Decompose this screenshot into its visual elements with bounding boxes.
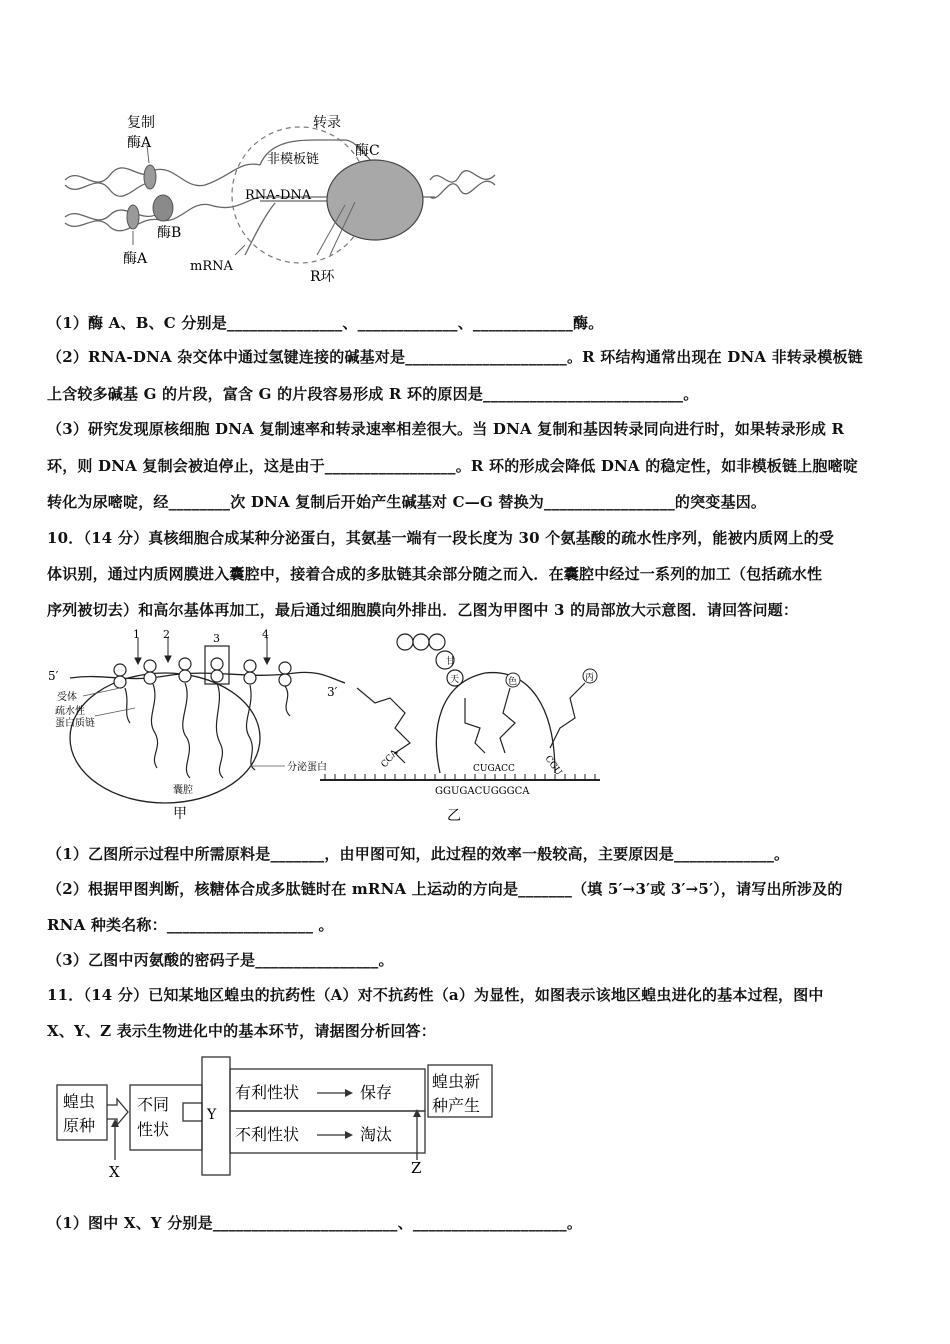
enzyme-b-label: 酶B xyxy=(157,225,182,241)
lumen-label: 囊腔 xyxy=(173,785,193,796)
trp-label: 色 xyxy=(508,677,518,687)
figure-yi-label: 乙 xyxy=(447,808,461,824)
original-species-label-1: 蝗虫 xyxy=(63,1092,96,1111)
unfavorable-traits-label: 不利性状 xyxy=(235,1125,300,1144)
z-label: Z xyxy=(411,1159,422,1177)
q9-line-5: 环，则 DNA 复制会被迫停止，这是由于_________________。R 环的形成会降低 DNA 的稳定性，如非模板链上胞嘧啶 xyxy=(47,457,858,475)
ala-label: 丙 xyxy=(585,673,595,683)
different-traits-label-2: 性状 xyxy=(137,1120,170,1139)
arrow-label-4: 4 xyxy=(262,628,269,641)
nontemplate-label: 非模板链 xyxy=(267,152,320,167)
protein-synthesis-figure xyxy=(45,628,605,826)
preserved-label: 保存 xyxy=(360,1083,393,1102)
box-label-3: 3 xyxy=(213,632,220,645)
q10-line-1: 10．（14 分）真核细胞合成某种分泌蛋白，其氨基一端有一段长度为 30 个氨基酸的疏水性序列，能被内质网上的受 xyxy=(47,529,834,547)
q9-line-4: （3）研究发现原核细胞 DNA 复制速率和转录速率相差很大。当 DNA 复制和基因转录同向进行时，如果转录形成 R xyxy=(47,420,845,438)
mrna-sequence-label: GGUGACUGGGCA xyxy=(435,786,530,797)
anticodon-cca-label: CCA xyxy=(379,747,401,770)
evolution-flow-figure xyxy=(55,1055,505,1180)
q10-answer-3: RNA 种类名称：___________________ 。 xyxy=(47,916,334,934)
q9-line-2: （2）RNA-DNA 杂交体中通过氢键连接的碱基对是_____________________。R 环结构通常出现在 DNA 非转录模板链 xyxy=(47,348,863,366)
q10-answer-1: （1）乙图所示过程中所需原料是_______，由甲图可知，此过程的效率一般较高，主要原因是_____________。 xyxy=(47,845,790,863)
gly-label: 甘 xyxy=(446,657,456,667)
q10-line-3: 序列被切去）和高尔基体再加工，最后通过细胞膜向外排出．乙图为甲图中 3 的局部放大示意图．请回答问题： xyxy=(47,601,799,619)
arrow-label-2: 2 xyxy=(163,628,170,641)
q9-line-6: 转化为尿嘧啶，经________次 DNA 复制后开始产生碱基对 C—G 替换为_________________的突变基因。 xyxy=(47,493,767,511)
mrna-label: mRNA xyxy=(190,259,233,274)
transcription-label: 转录 xyxy=(313,115,341,131)
q10-answer-4: （3）乙图中丙氨酸的密码子是________________。 xyxy=(47,951,394,969)
anticodon-cgu-label: CGU xyxy=(542,753,564,778)
q11-line-1: 11．（14 分）已知某地区蝗虫的抗药性（A）对不抗药性（a）为显性，如图表示该地区蝗虫进化的基本过程，图中 xyxy=(47,986,824,1004)
r-loop-label: R环 xyxy=(310,269,335,285)
secreted-protein-label: 分泌蛋白 xyxy=(287,762,327,773)
hydrophobic-label-1: 疏水性 xyxy=(55,706,85,717)
q10-line-2: 体识别，通过内质网膜进入囊腔中，接着合成的多肽链其余部分随之而入．在囊腔中经过一系列的加工（包括疏水性 xyxy=(47,565,823,583)
hydrophobic-label-2: 蛋白质链 xyxy=(55,718,95,729)
y-label: Y xyxy=(207,1107,217,1123)
receptor-label: 受体 xyxy=(57,692,77,703)
q9-line-3: 上含较多碱基 G 的片段，富含 G 的片段容易形成 R 环的原因是__________________________。 xyxy=(47,385,699,403)
eliminated-label: 淘汰 xyxy=(360,1125,393,1144)
original-species-label-2: 原种 xyxy=(63,1116,96,1135)
enzyme-c-label: 酶C xyxy=(355,143,380,159)
different-traits-label-1: 不同 xyxy=(137,1095,170,1114)
five-prime-label: 5′ xyxy=(48,669,59,683)
replication-label: 复制 xyxy=(127,115,155,131)
x-label: X xyxy=(109,1163,120,1180)
rna-dna-label: RNA-DNA xyxy=(245,188,312,203)
new-species-label-1: 蝗虫新 xyxy=(432,1072,481,1091)
enzyme-a-top-label: 酶A xyxy=(127,135,152,151)
favorable-traits-label: 有利性状 xyxy=(235,1083,300,1102)
asp-label: 天 xyxy=(450,675,460,685)
q11-answer-1: （1）图中 X、Y 分别是________________________、____________________。 xyxy=(47,1214,583,1232)
figure-jia-label: 甲 xyxy=(173,806,187,822)
enzyme-a-bottom-label: 酶A xyxy=(123,251,148,267)
q9-line-1: （1）酶 A、B、C 分别是_______________、_____________、_____________酶。 xyxy=(47,314,604,332)
arrow-label-1: 1 xyxy=(133,628,140,641)
q11-line-2: X、Y、Z 表示生物进化中的基本环节，请据图分析回答： xyxy=(47,1022,436,1040)
q10-answer-2: （2）根据甲图判断，核糖体合成多肽链时在 mRNA 上运动的方向是_______（填 5′→3′或 3′→5′），请写出所涉及的 xyxy=(47,880,843,898)
new-species-label-2: 种产生 xyxy=(432,1096,481,1115)
r-loop-figure xyxy=(55,105,505,295)
anticodon-cugacc-label: CUGACC xyxy=(473,764,515,774)
three-prime-label: 3′ xyxy=(327,685,338,699)
